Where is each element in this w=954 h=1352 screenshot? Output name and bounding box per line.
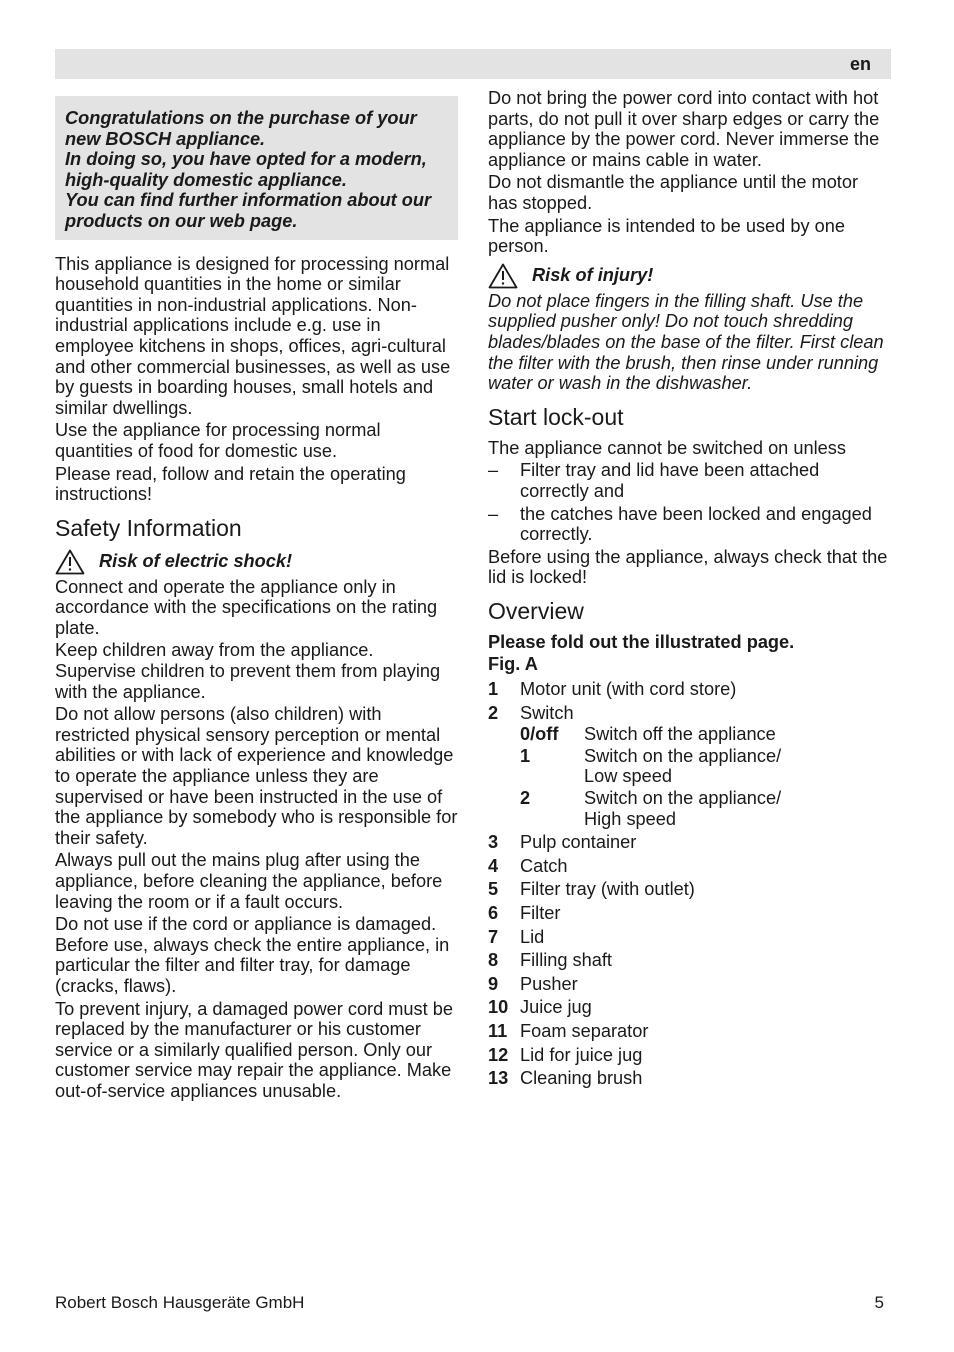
switch-key: 2 (520, 788, 531, 809)
language-label: en (849, 54, 871, 74)
safety-paragraph: Always pull out the mains plug after using the appliance, before cleaning the appliance, before leaving the room or if a fault occurs. (55, 850, 443, 912)
safety-paragraph: Do not bring the power cord into contact with hot parts, do not pull it over sharp edges or carry the appliance by the power cord. Never immerse the appliance or mains cable in water. (488, 88, 880, 170)
list-item-text: the catches have been locked and engaged correctly. (520, 503, 872, 545)
item-label: Filling shaft (520, 950, 612, 971)
list-item (488, 927, 891, 948)
list-item (488, 679, 891, 700)
list-item (488, 903, 891, 924)
list-item (488, 1068, 891, 1089)
list-item (488, 703, 891, 724)
item-label: Motor unit (with cord store) (520, 679, 737, 700)
safety-paragraph: To prevent injury, a damaged power cord must be replaced by the manufacturer or his customer service or a similarly qualified person. Only our customer service may repair the appliance. Make out-of-service appliances unusable. (55, 998, 453, 1101)
overview-heading: Overview (488, 597, 584, 624)
item-number: 5 (488, 879, 499, 900)
list-item (488, 504, 891, 545)
switch-label: Switch on the appliance/ Low speed (584, 745, 782, 787)
injury-warning (488, 263, 891, 289)
item-number: 13 (488, 1068, 509, 1089)
item-number: 7 (488, 926, 499, 947)
list-item (488, 832, 891, 853)
safety-paragraph: Do not dismantle the appliance until the motor has stopped. (488, 172, 859, 213)
safety-paragraph: Keep children away from the appliance. Supervise children to prevent them from playing with the appliance. (55, 640, 441, 702)
list-item (488, 1021, 891, 1042)
list-item (488, 974, 891, 995)
item-number: 11 (488, 1020, 508, 1041)
item-label: Lid (520, 926, 545, 947)
start-lockout-note: Before using the appliance, always check that the lid is locked! (488, 546, 888, 588)
item-label: Pusher (520, 973, 578, 994)
left-column (55, 88, 458, 1104)
warning-triangle-icon (55, 549, 85, 575)
fold-out-note: Please fold out the illustrated page. (488, 631, 795, 652)
intro-line: products on our web page. (65, 210, 298, 231)
warning-label: Risk of injury! (532, 265, 654, 286)
switch-label: Switch on the appliance/ High speed (584, 788, 782, 829)
item-number: 2 (488, 702, 499, 723)
warning-label: Risk of electric shock! (99, 551, 293, 572)
switch-setting (520, 746, 891, 787)
switch-key: 0/off (520, 724, 559, 745)
list-item (488, 997, 891, 1018)
start-lockout-intro: The appliance cannot be switched on unless (488, 437, 846, 458)
dash-bullet: – (488, 503, 499, 524)
item-label: Filter tray (with outlet) (520, 879, 695, 900)
item-label: Lid for juice jug (520, 1044, 643, 1065)
list-item (488, 460, 891, 501)
start-lockout-heading: Start lock-out (488, 403, 624, 430)
item-number: 9 (488, 973, 499, 994)
intro-line: In doing so, you have opted for a modern, (65, 149, 427, 170)
item-label: Filter (520, 903, 561, 923)
list-item-text: Filter tray and lid have been attached correctly and (520, 460, 820, 501)
item-label: Pulp container (520, 832, 637, 853)
item-label: Cleaning brush (520, 1068, 643, 1089)
safety-paragraph: Connect and operate the appliance only in accordance with the specifications on the rating plate. (55, 576, 438, 638)
item-number: 4 (488, 855, 499, 876)
safety-paragraph: The appliance is intended to be used by one person. (488, 215, 845, 257)
footer-company: Robert Bosch Hausgeräte GmbH (55, 1293, 305, 1312)
intro-line: new BOSCH appliance. (65, 128, 266, 149)
right-column (488, 88, 891, 1092)
injury-text: Do not place fingers in the filling shaft. Use the supplied pusher only! Do not touch shredding blades/blades on the base of the filter. First clean the filter with the brush, then rinse under running water or wash in the dishwasher. (488, 290, 884, 394)
item-label: Juice jug (520, 997, 592, 1018)
dash-bullet: – (488, 460, 499, 481)
safety-paragraph: Do not use if the cord or appliance is damaged. Before use, always check the entire appliance, in particular the filter and filter tray, for damage (cracks, flaws). (55, 914, 450, 996)
intro-line: You can find further information about our (65, 190, 432, 211)
list-item (488, 856, 891, 877)
usage-paragraph: This appliance is designed for processing normal household quantities in the home or similar quantities in non-industrial applications. Non-industrial applications include e.g. use in employee kitchens in shops, offices, agri-cultural and other commercial businesses, as well as use by guests in boarding houses, small hotels and similar dwellings. (55, 253, 451, 418)
item-label: Switch (520, 702, 574, 723)
item-label: Catch (520, 855, 568, 876)
header-bar (55, 49, 891, 79)
usage-paragraph: Use the appliance for processing normal quantities of food for domestic use. (55, 420, 381, 461)
intro-line: Congratulations on the purchase of your (65, 108, 417, 128)
safety-paragraph: Do not allow persons (also children) with restricted physical sensory perception or mental abilities or with lack of experience and knowledge to operate the appliance unless they are supervised or have been instructed in the use of the appliance by somebody who is responsible for their safety. (55, 704, 458, 848)
item-number: 10 (488, 997, 509, 1018)
item-number: 12 (488, 1044, 509, 1065)
safety-heading: Safety Information (55, 514, 242, 541)
usage-paragraph: Please read, follow and retain the operating instructions! (55, 463, 406, 505)
intro-line: high-quality domestic appliance. (65, 169, 347, 190)
switch-key: 1 (520, 745, 531, 766)
switch-setting (520, 788, 891, 829)
page-number: 5 (874, 1293, 884, 1312)
item-number: 1 (488, 679, 499, 700)
list-item (488, 1045, 891, 1066)
switch-label: Switch off the appliance (584, 724, 776, 745)
item-number: 6 (488, 903, 499, 923)
intro-box (55, 96, 458, 240)
item-number: 3 (488, 832, 499, 853)
list-item (488, 950, 891, 971)
item-number: 8 (488, 950, 499, 971)
item-label: Foam separator (520, 1020, 649, 1041)
electric-shock-warning (55, 549, 458, 575)
figure-label: Fig. A (488, 654, 538, 675)
list-item (488, 879, 891, 900)
switch-setting (520, 724, 891, 745)
warning-triangle-icon (488, 263, 518, 289)
